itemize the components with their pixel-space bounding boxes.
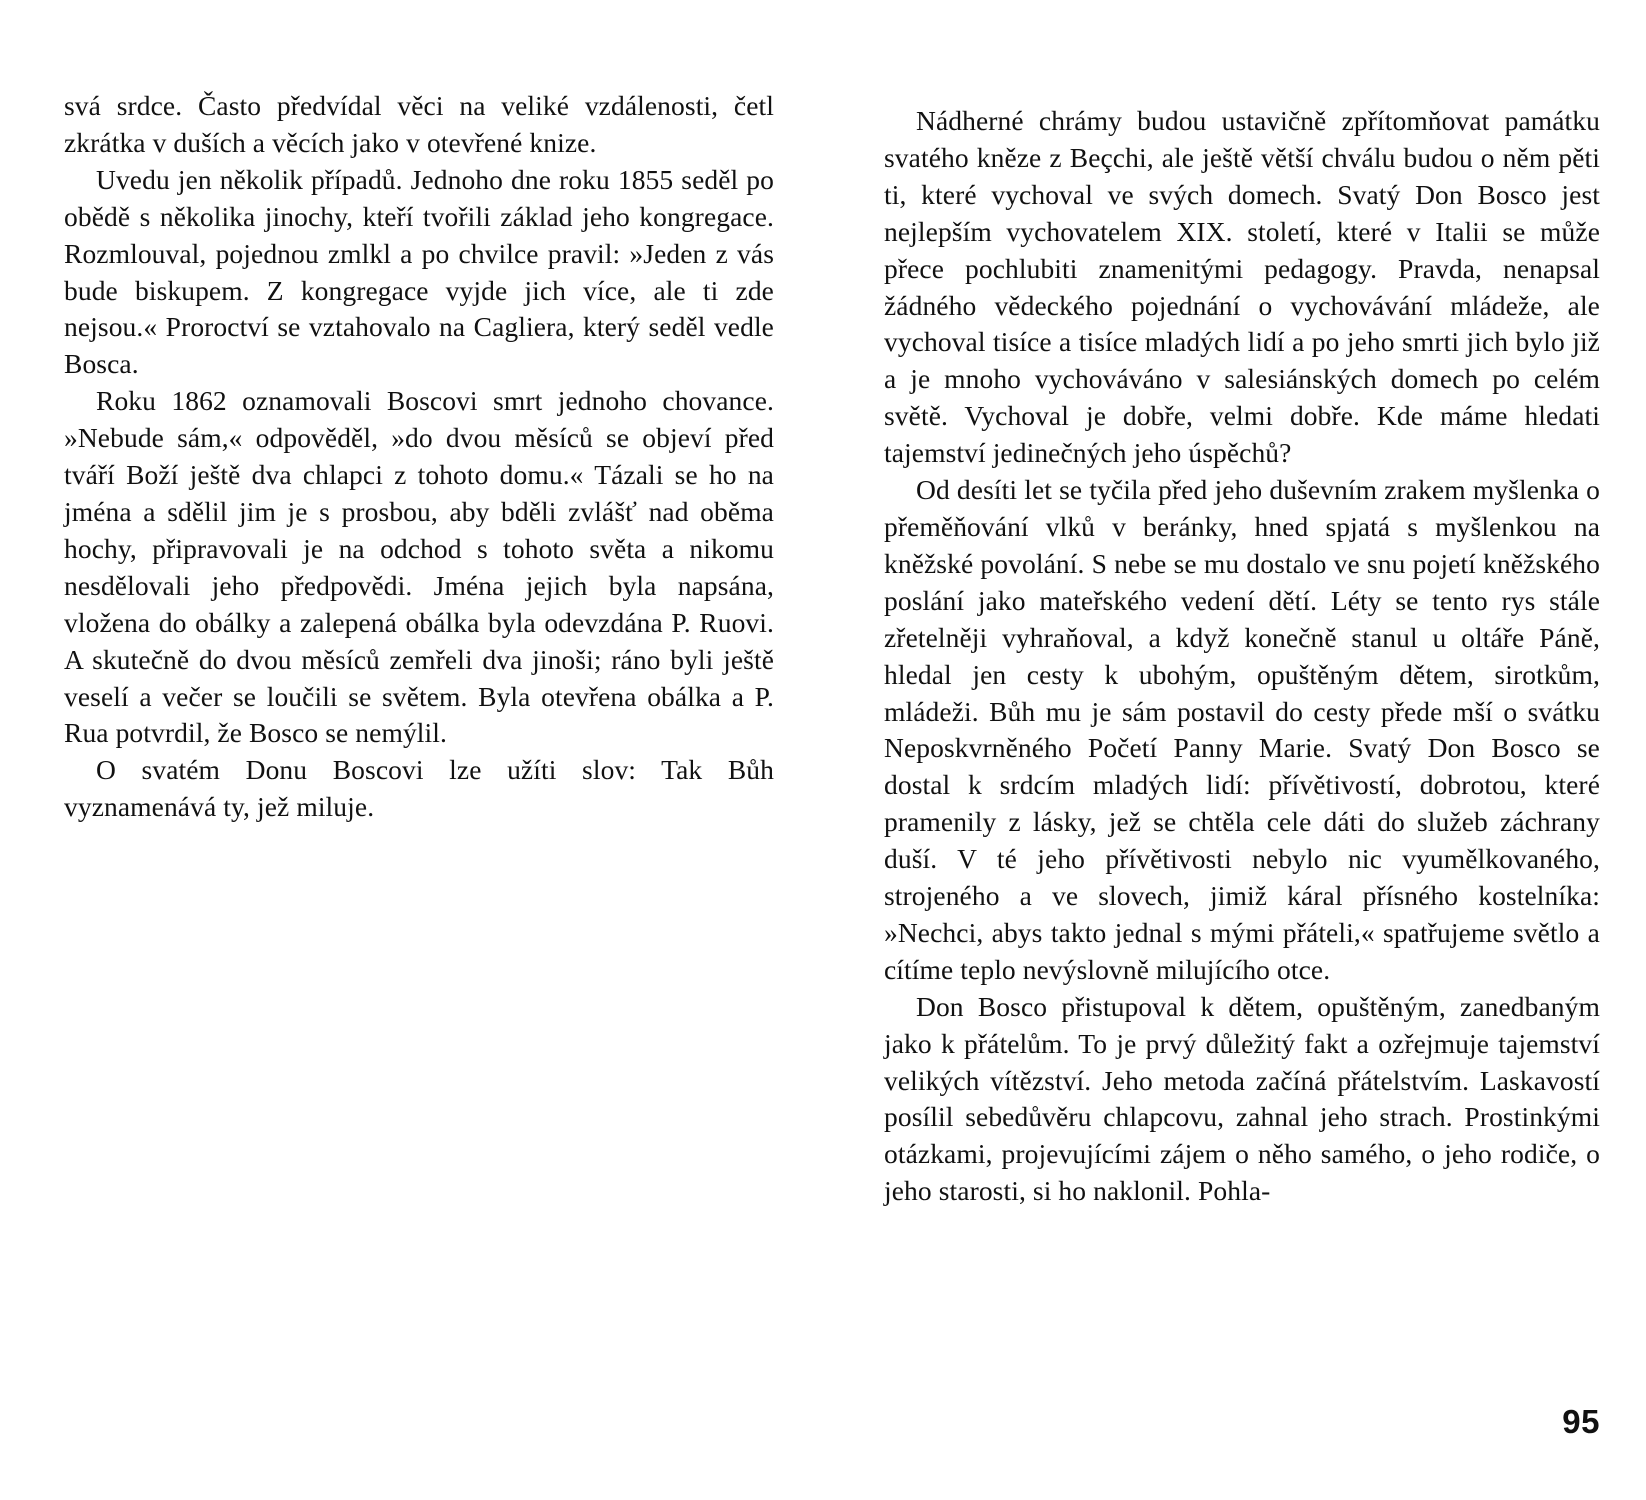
left-paragraph-3: Roku 1862 oznamovali Boscovi smrt jednoho chovance. »Nebude sám,« odpověděl, »do dvou měsíců se objeví před tváří Boží ještě dva chlapci z tohoto domu.« Tázali se ho na jména a sdělil jim je s prosbou, aby bděli zvlášť nad oběma hochy, připravovali je na odchod s tohoto světa a nikomu nesdělovali jeho předpovědi. Jména jejich byla napsána, vložena do obálky a zalepená obálka byla odevzdána P. Ruovi. A skutečně do dvou měsíců zemřeli dva jinoši; ráno byli ještě veselí a večer se loučili se světem. Byla otevřena obálka a P. Rua potvrdil, že Bosco se nemýlil. [64,385,774,749]
left-page [64,0,774,1500]
left-text-column [64,88,774,826]
left-paragraph-2: Uvedu jen několik případů. Jednoho dne roku 1855 seděl po obědě s několika jinochy, kteří tvořili základ jeho kongregace. Rozmlouval, pojednou zmlkl a po chvilce pravil: »Jeden z vás bude biskupem. Z kongregace vyjde jich více, ale ti zde nejsou.« Proroctví se vztahovalo na Cagliera, který seděl vedle Bosca. [64,163,774,380]
right-page [884,0,1600,1500]
right-text-column [884,103,1600,1210]
right-paragraph-2: Od desíti let se tyčila před jeho duševním zrakem myšlenka o přeměňování vlků v beránky, hned spjatá s myšlenkou na kněžské povolání. S nebe se mu dostalo ve snu pojetí kněžského poslání jako mateřského vedení dětí. Léty se tento rys stále zřetelněji vyhraňoval, a když konečně stanul u oltáře Páně, hledal jen cesty k ubohým, opuštěným dětem, sirotkům, mládeži. Bůh mu je sám postavil do cesty předе mší o svátku Neposkvrněného Početí Panny Marie. Svatý Don Bosco se dostal k srdcím mladých lidí: přívětivostí, dobrotou, které pramenily z lásky, jež se chtěla cele dáti do služeb záchrany duší. V té jeho přívětivosti nebylo nic vyumělkovaného, strojeného a ve slovech, jimiž káral přísného kostelníka: »Nechci, abys takto jednal s mými přáteli,« spatřujeme světlo a cítíme teplo nevýslovně milujícího otce. [884,474,1600,985]
right-paragraph-3: Don Bosco přistupoval k dětem, opuštěným, zanedbaným jako k přátelům. To je prvý důležitý fakt a ozřejmuje tajemství velikých vítězství. Jeho metoda začíná přátelstvím. Laskavostí posílil sebedůvěru chlapcovu, zahnal jeho strach. Prostinkými otázkami, projevujícími zájem o něho samého, o jeho rodiče, o jeho starosti, si ho naklonil. Pohla- [884,990,1600,1207]
right-paragraph-1: Nádherné chrámy budou ustavičně zpřítomňovat památku svatého kněze z Beçchi, ale ještě větší chválu budou o něm pěti ti, které vychoval ve svých domech. Svatý Don Bosco jest nejlepším vychovatelem XIX. století, které v Italii se může přece pochlubiti znamenitými pedagogy. Pravda, nenapsal žádného vědeckého pojednání o vychovávání mládeže, ale vychoval tisíce a tisíce mladých lidí a po jeho smrti jich bylo již a je mnoho vychováváno v salesiánských domech po celém světě. Vychoval je dobře, velmi dobře. Kde máme hledati tajemství jedinečných jeho úspěchů? [884,105,1600,469]
left-paragraph-4: O svatém Donu Boscovi lze užíti slov: Tak Bůh vyznamenává ty, jež miluje. [64,754,774,823]
left-paragraph-1: svá srdce. Často předvídal věci na veliké vzdálenosti, četl zkrátka v duších a věcích jako v otevřené knize. [64,90,774,158]
page-number: 95 [1562,1403,1600,1440]
